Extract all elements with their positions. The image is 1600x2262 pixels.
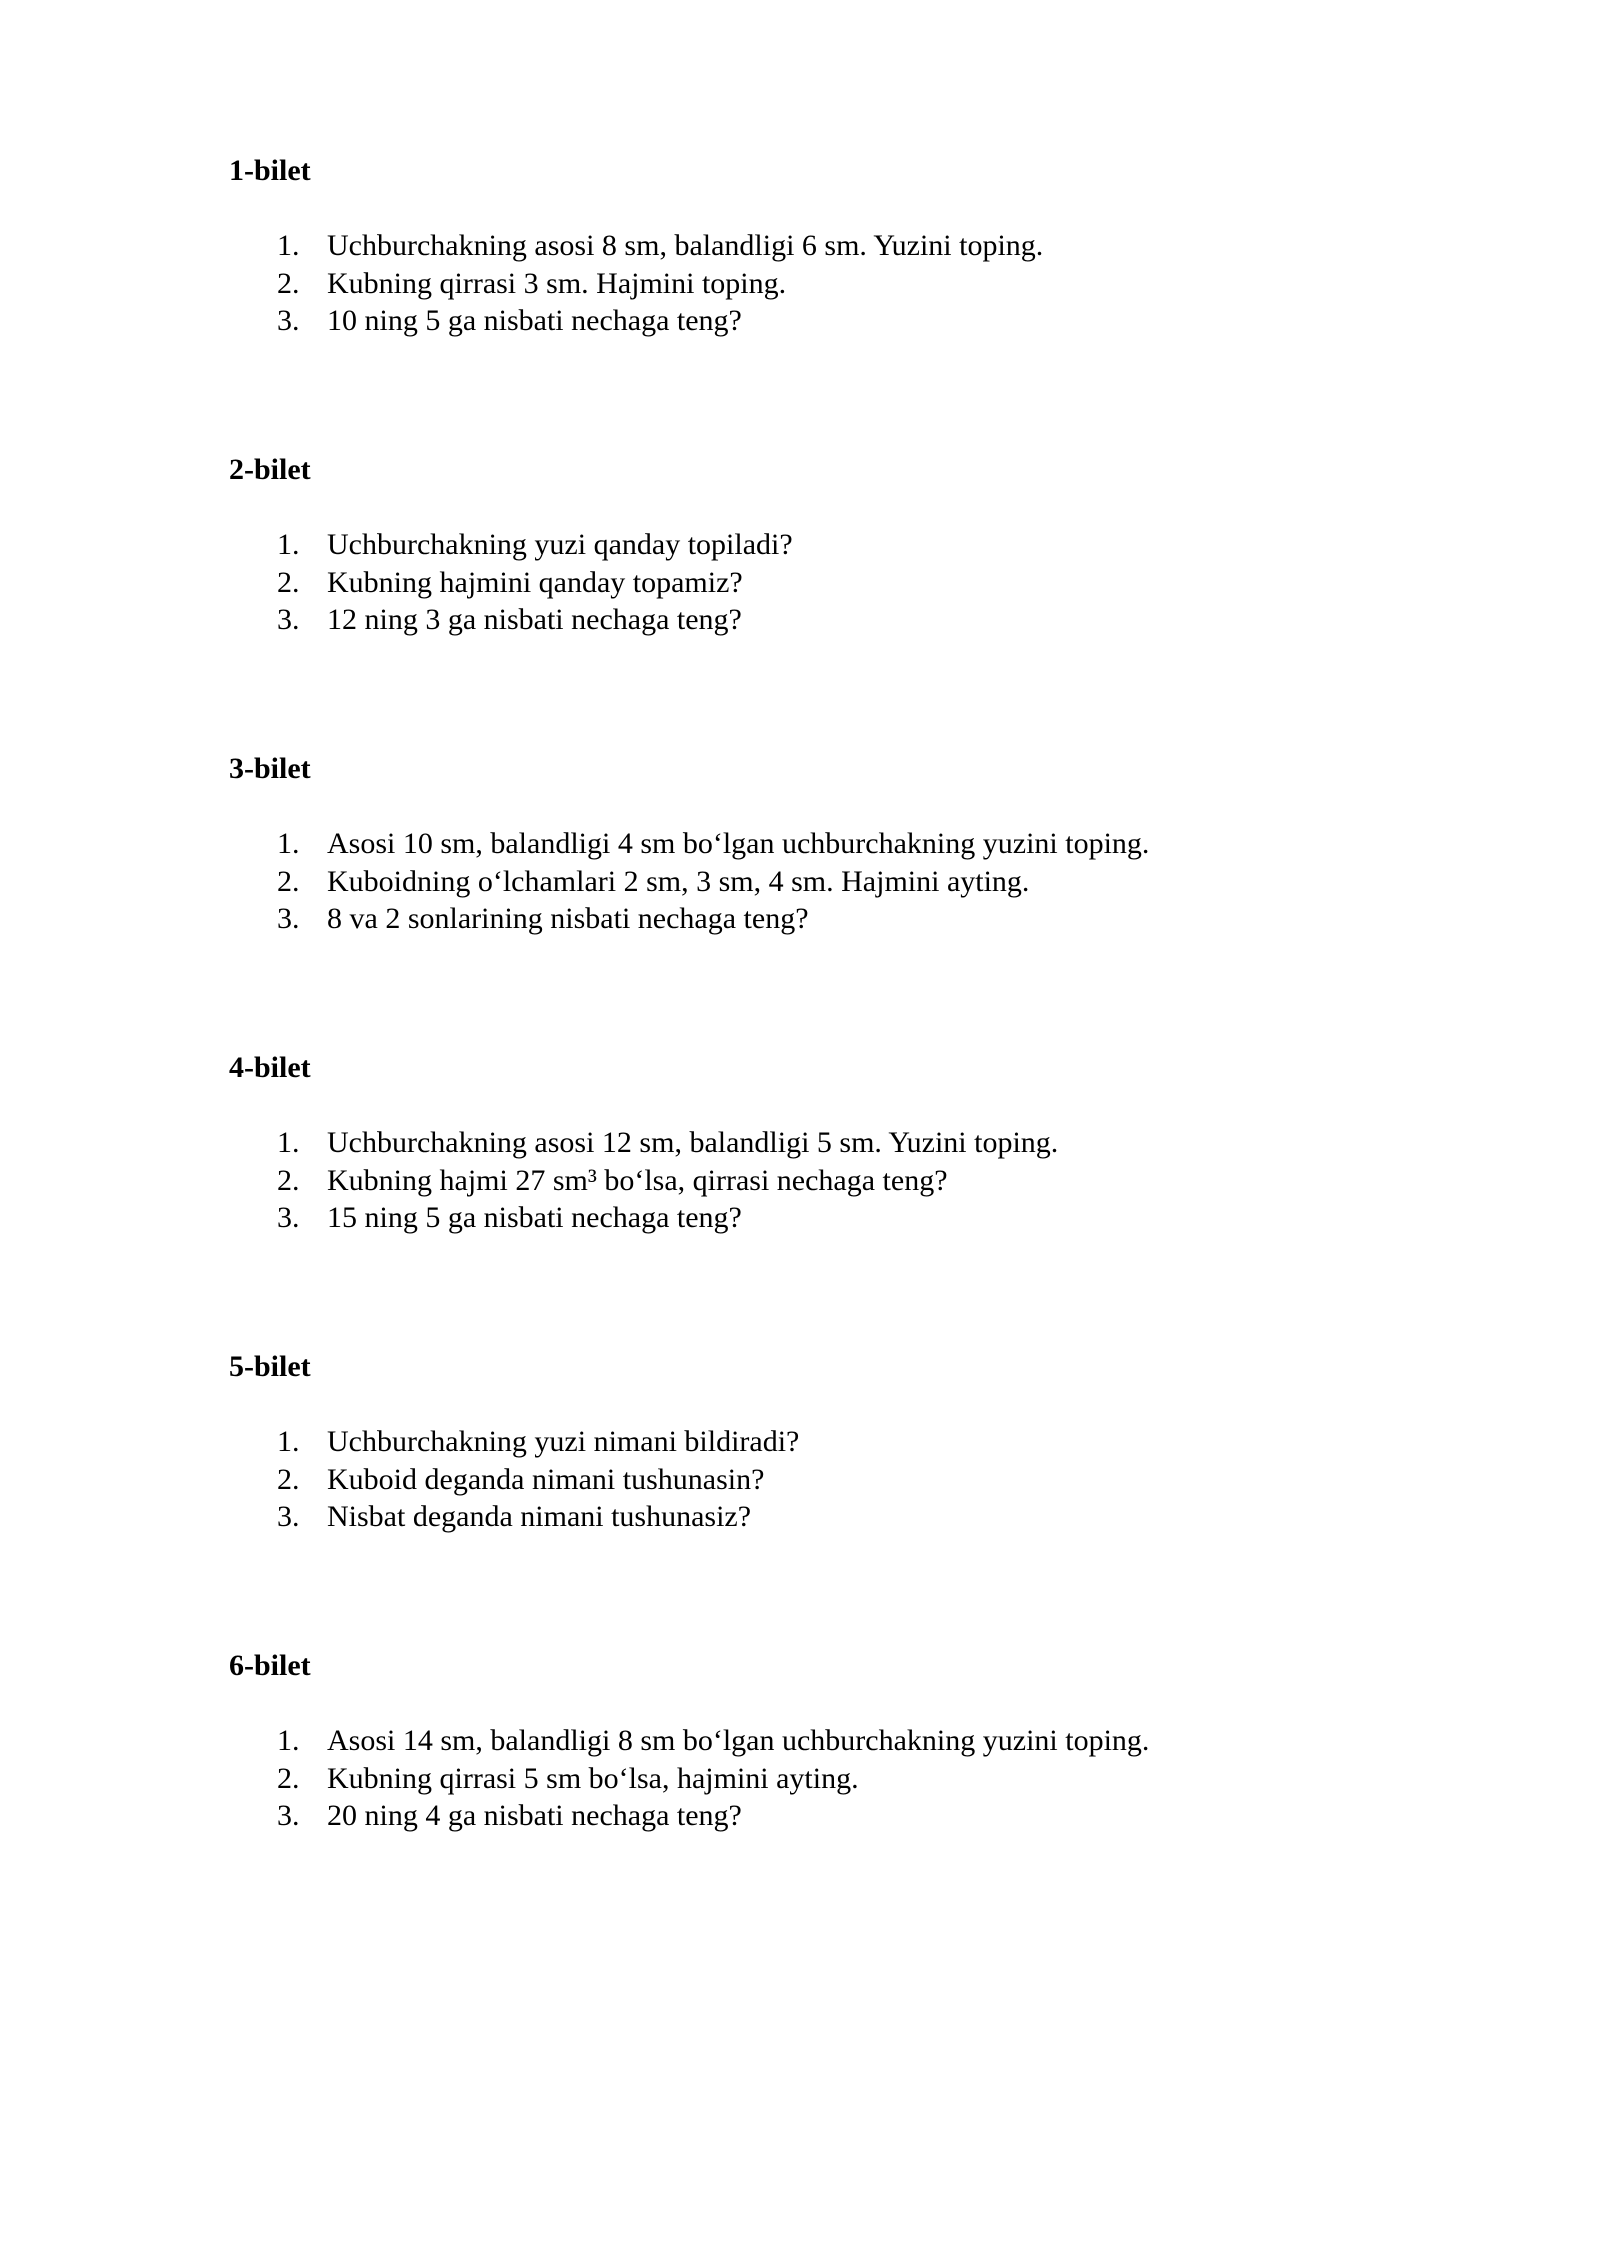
question-text: 10 ning 5 ga nisbati nechaga teng? — [327, 304, 742, 337]
ticket-title: 1-bilet — [229, 154, 311, 187]
ticket-title: 3-bilet — [229, 752, 311, 785]
question-number: 3. — [277, 1799, 300, 1832]
question-text: Uchburchakning asosi 8 sm, balandligi 6 sm. Yuzini toping. — [327, 229, 1044, 262]
question-number: 3. — [277, 902, 300, 935]
question-item — [229, 900, 1429, 938]
ticket-1 — [229, 152, 1429, 340]
ticket-title: 6-bilet — [229, 1649, 311, 1682]
question-item — [229, 526, 1429, 564]
question-text: Kubning hajmini qanday topamiz? — [327, 565, 743, 599]
question-number: 3. — [277, 1201, 300, 1234]
ticket-4 — [229, 1049, 1429, 1237]
ticket-3 — [229, 750, 1429, 938]
question-number: 2. — [277, 1462, 300, 1496]
question-text: 20 ning 4 ga nisbati nechaga teng? — [327, 1799, 742, 1832]
question-item — [229, 601, 1429, 639]
question-item — [229, 1199, 1429, 1237]
question-number: 3. — [277, 603, 300, 636]
question-text: Kubning hajmi 27 sm³ bo‘lsa, qirrasi nechaga teng? — [327, 1163, 948, 1197]
question-list — [229, 1124, 1429, 1237]
question-list — [229, 227, 1429, 340]
question-text: Kuboidning o‘lchamlari 2 sm, 3 sm, 4 sm. Hajmini ayting. — [327, 864, 1030, 898]
question-list — [229, 1423, 1429, 1536]
question-text: Nisbat deganda nimani tushunasiz? — [327, 1500, 752, 1533]
question-text: Uchburchakning asosi 12 sm, balandligi 5 sm. Yuzini toping. — [327, 1126, 1059, 1159]
ticket-5 — [229, 1348, 1429, 1536]
question-number: 2. — [277, 1163, 300, 1197]
question-item — [229, 1124, 1429, 1162]
question-item — [229, 1722, 1429, 1760]
question-text: Uchburchakning yuzi qanday topiladi? — [327, 528, 793, 561]
question-text: Kubning qirrasi 5 sm bo‘lsa, hajmini ayting. — [327, 1761, 859, 1795]
question-item — [229, 1797, 1429, 1835]
question-item — [229, 1498, 1429, 1536]
question-item — [229, 1760, 1429, 1798]
ticket-2 — [229, 451, 1429, 639]
question-item — [229, 863, 1429, 901]
question-number: 1. — [277, 1724, 300, 1757]
question-text: Uchburchakning yuzi nimani bildiradi? — [327, 1425, 800, 1458]
question-number: 1. — [277, 1126, 300, 1159]
question-text: Asosi 10 sm, balandligi 4 sm bo‘lgan uchburchakning yuzini toping. — [327, 827, 1150, 860]
question-item — [229, 227, 1429, 265]
ticket-6 — [229, 1647, 1429, 1835]
question-number: 1. — [277, 827, 300, 860]
question-item — [229, 302, 1429, 340]
question-item — [229, 265, 1429, 303]
question-number: 1. — [277, 528, 300, 561]
question-text: 15 ning 5 ga nisbati nechaga teng? — [327, 1201, 742, 1234]
ticket-title: 2-bilet — [229, 453, 311, 486]
question-item — [229, 564, 1429, 602]
question-number: 2. — [277, 565, 300, 599]
question-number: 2. — [277, 1761, 300, 1795]
question-item — [229, 1461, 1429, 1499]
ticket-title: 4-bilet — [229, 1051, 311, 1084]
question-number: 2. — [277, 266, 300, 300]
question-text: 12 ning 3 ga nisbati nechaga teng? — [327, 603, 742, 636]
question-number: 3. — [277, 1500, 300, 1533]
question-item — [229, 1162, 1429, 1200]
question-number: 2. — [277, 864, 300, 898]
question-text: Kuboid deganda nimani tushunasin? — [327, 1462, 765, 1496]
question-list — [229, 1722, 1429, 1835]
question-number: 1. — [277, 229, 300, 262]
question-text: Asosi 14 sm, balandligi 8 sm bo‘lgan uchburchakning yuzini toping. — [327, 1724, 1150, 1757]
question-item — [229, 1423, 1429, 1461]
question-text: 8 va 2 sonlarining nisbati nechaga teng? — [327, 902, 809, 935]
question-text: Kubning qirrasi 3 sm. Hajmini toping. — [327, 266, 787, 300]
question-item — [229, 825, 1429, 863]
question-number: 1. — [277, 1425, 300, 1458]
question-number: 3. — [277, 304, 300, 337]
ticket-title: 5-bilet — [229, 1350, 311, 1383]
question-list — [229, 825, 1429, 938]
question-list — [229, 526, 1429, 639]
